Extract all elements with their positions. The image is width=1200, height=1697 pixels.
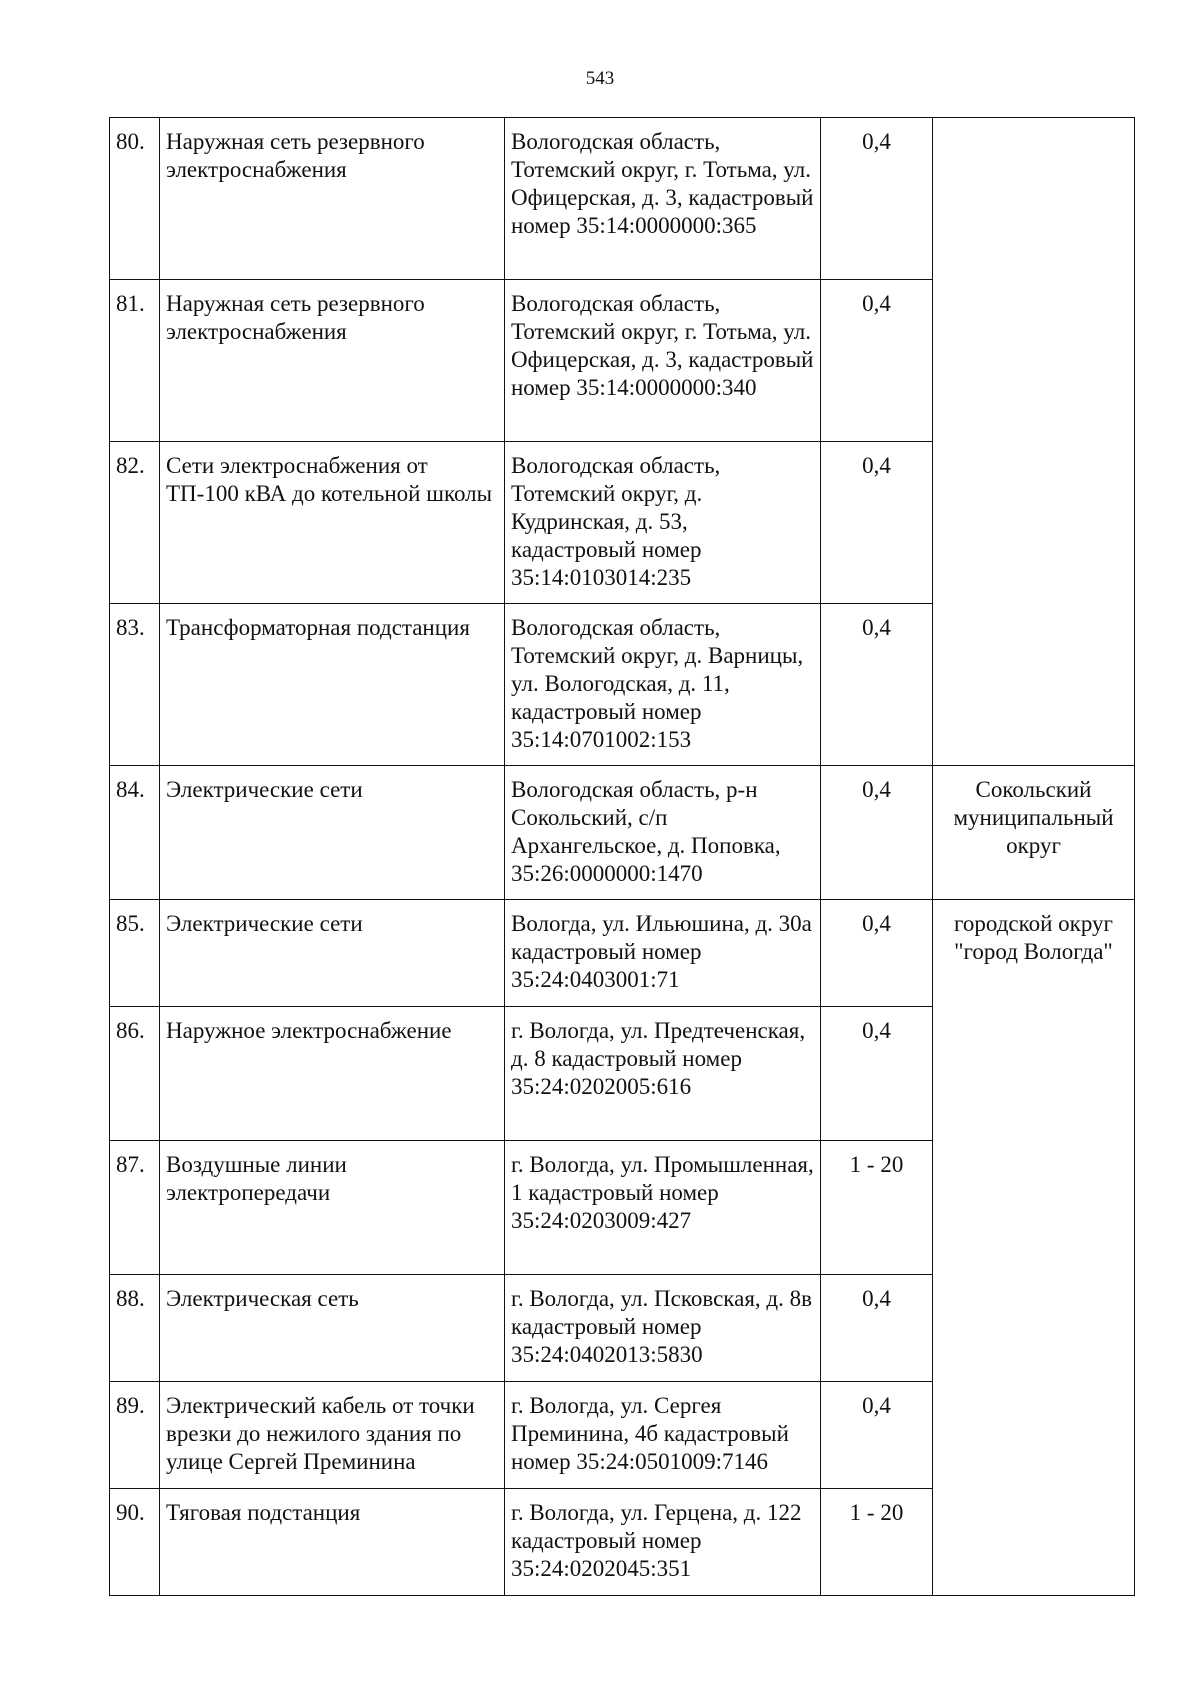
object-address: Вологодская область, Тотемский округ, д. Варницы, ул. Вологодская, д. 11, кадастровый номер 35:14:0701002:153 xyxy=(505,604,821,766)
row-number: 81. xyxy=(110,280,160,442)
row-number: 83. xyxy=(110,604,160,766)
row-number: 89. xyxy=(110,1382,160,1489)
object-address: Вологодская область, р-н Сокольский, с/п Архангельское, д. Поповка, 35:26:0000000:1470 xyxy=(505,766,821,900)
object-address: г. Вологда, ул. Герцена, д. 122 кадастровый номер 35:24:0202045:351 xyxy=(505,1489,821,1596)
voltage-value: 0,4 xyxy=(821,442,933,604)
district-cell-empty xyxy=(933,118,1135,766)
object-name: Воздушные линии электропередачи xyxy=(160,1141,505,1275)
voltage-value: 0,4 xyxy=(821,1007,933,1141)
object-name: Электрический кабель от точки врезки до нежилого здания по улице Сергей Преминина xyxy=(160,1382,505,1489)
object-name: Электрические сети xyxy=(160,766,505,900)
row-number: 90. xyxy=(110,1489,160,1596)
object-address: г. Вологда, ул. Промышленная, 1 кадастровый номер 35:24:0203009:427 xyxy=(505,1141,821,1275)
voltage-value: 0,4 xyxy=(821,1275,933,1382)
voltage-value: 0,4 xyxy=(821,280,933,442)
object-address: Вологда, ул. Ильюшина, д. 30а кадастровый номер 35:24:0403001:71 xyxy=(505,900,821,1007)
object-address: Вологодская область, Тотемский округ, г. Тотьма, ул. Офицерская, д. 3, кадастровый номер 35:14:0000000:340 xyxy=(505,280,821,442)
voltage-value: 0,4 xyxy=(821,604,933,766)
voltage-value: 0,4 xyxy=(821,1382,933,1489)
table-row xyxy=(110,900,1135,1007)
object-address: Вологодская область, Тотемский округ, г. Тотьма, ул. Офицерская, д. 3, кадастровый номер 35:14:0000000:365 xyxy=(505,118,821,280)
object-name: Наружная сеть резервного электроснабжения xyxy=(160,118,505,280)
page-number: 543 xyxy=(585,68,615,89)
voltage-value: 0,4 xyxy=(821,900,933,1007)
object-address: г. Вологда, ул. Предтеченская, д. 8 кадастровый номер 35:24:0202005:616 xyxy=(505,1007,821,1141)
row-number: 84. xyxy=(110,766,160,900)
row-number: 86. xyxy=(110,1007,160,1141)
voltage-value: 1 - 20 xyxy=(821,1141,933,1275)
voltage-value: 0,4 xyxy=(821,766,933,900)
row-number: 88. xyxy=(110,1275,160,1382)
object-address: Вологодская область, Тотемский округ, д. Кудринская, д. 53, кадастровый номер 35:14:0103014:235 xyxy=(505,442,821,604)
object-name: Наружное электроснабжение xyxy=(160,1007,505,1141)
voltage-value: 0,4 xyxy=(821,118,933,280)
object-name: Наружная сеть резервного электроснабжения xyxy=(160,280,505,442)
object-address: г. Вологда, ул. Сергея Преминина, 4б кадастровый номер 35:24:0501009:7146 xyxy=(505,1382,821,1489)
object-name: Электрические сети xyxy=(160,900,505,1007)
voltage-value: 1 - 20 xyxy=(821,1489,933,1596)
row-number: 85. xyxy=(110,900,160,1007)
district-vologda: городской округ "город Вологда" xyxy=(933,900,1135,1596)
table-row xyxy=(110,766,1135,900)
row-number: 80. xyxy=(110,118,160,280)
object-address: г. Вологда, ул. Псковская, д. 8в кадастровый номер 35:24:0402013:5830 xyxy=(505,1275,821,1382)
object-name: Трансформаторная подстанция xyxy=(160,604,505,766)
row-number: 87. xyxy=(110,1141,160,1275)
district-sokolsky: Сокольский муниципальный округ xyxy=(933,766,1135,900)
registry-table xyxy=(109,117,1135,1596)
object-name: Электрическая сеть xyxy=(160,1275,505,1382)
table-row xyxy=(110,118,1135,280)
row-number: 82. xyxy=(110,442,160,604)
object-name: Тяговая подстанция xyxy=(160,1489,505,1596)
object-name: Сети электроснабжения от ТП-100 кВА до котельной школы xyxy=(160,442,505,604)
